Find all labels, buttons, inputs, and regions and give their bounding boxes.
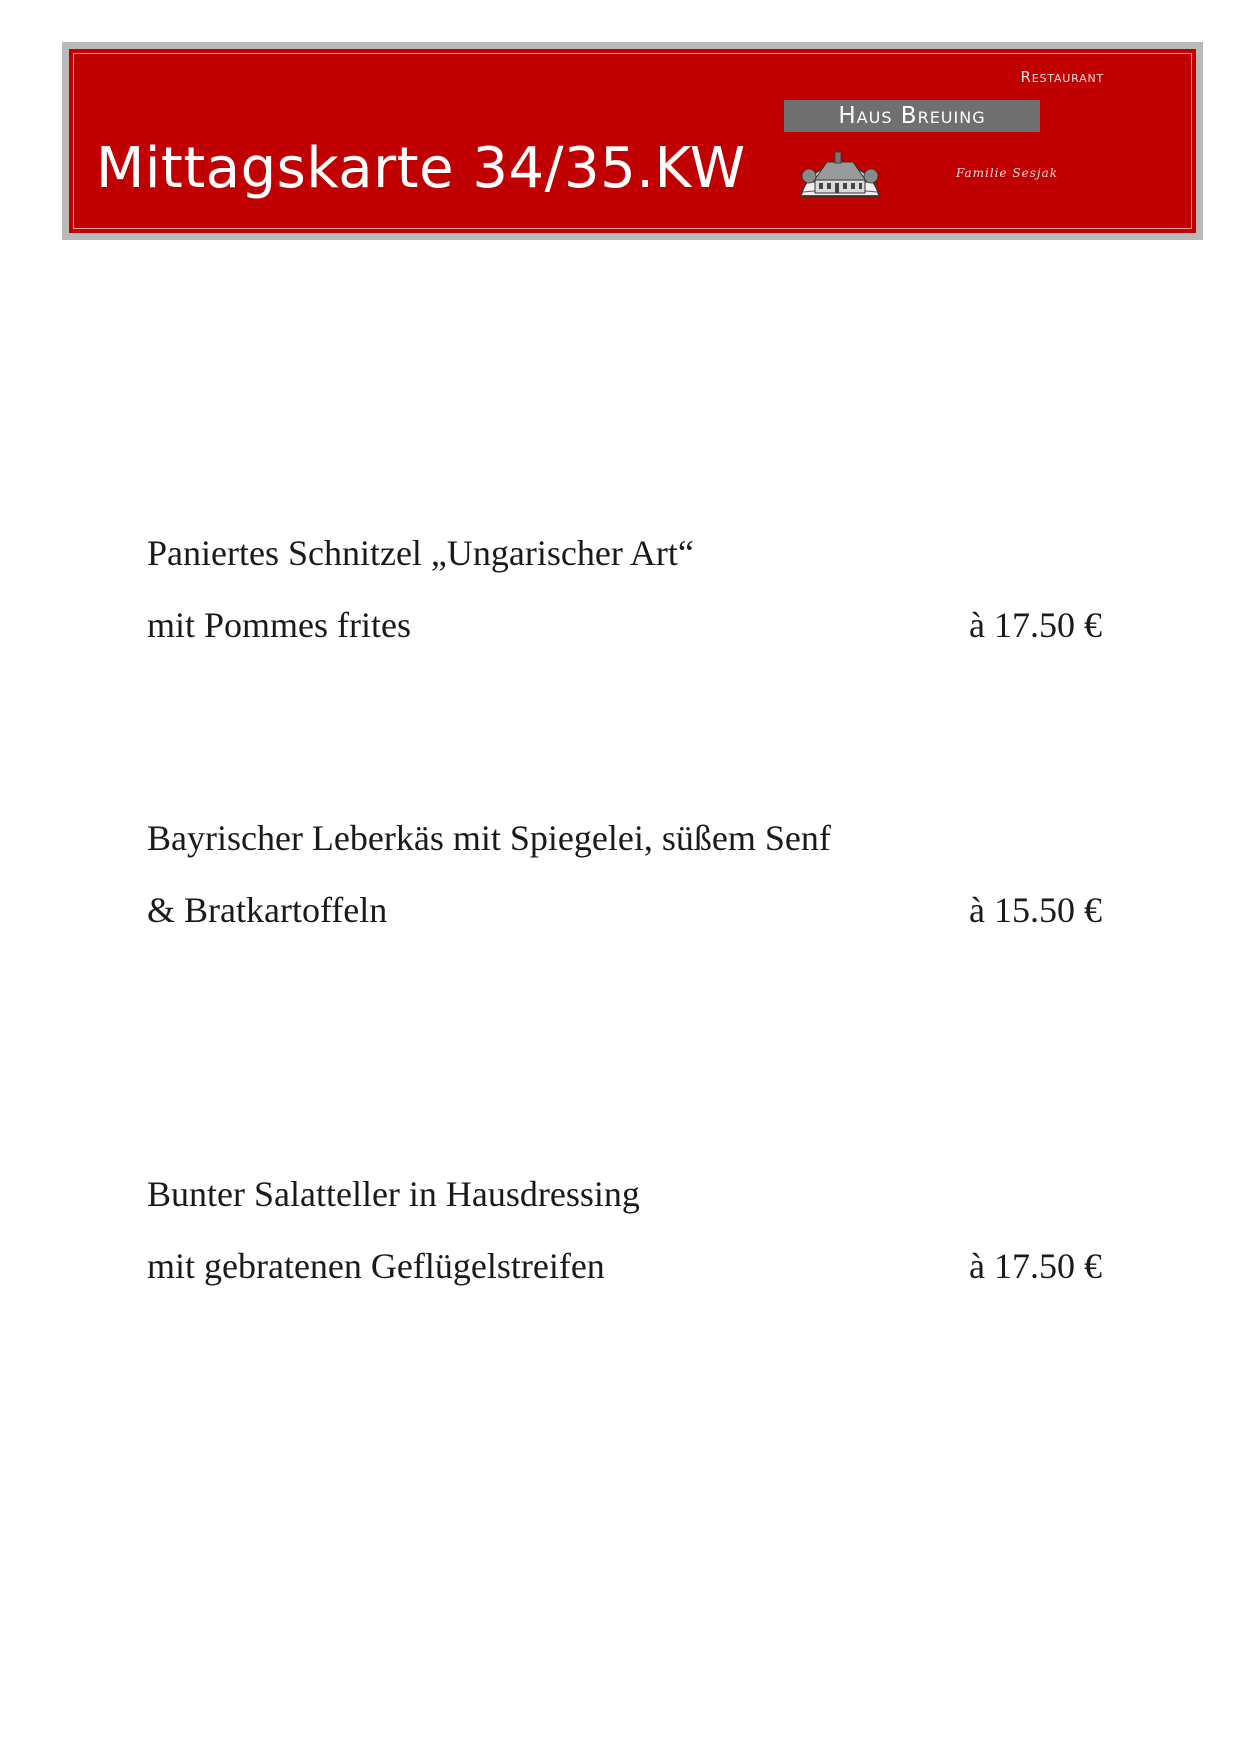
menu-item-title: Paniertes Schnitzel „Ungarischer Art“ xyxy=(147,533,694,573)
menu-item-line xyxy=(147,802,1102,874)
logo-restaurant-name: Haus Breuing xyxy=(838,103,986,129)
logo-family-name: Familie Sesjak xyxy=(955,166,1059,180)
menu-item-price: à 17.50 € xyxy=(969,605,1102,645)
menu-item-line xyxy=(147,1158,1102,1230)
menu-item-line xyxy=(147,589,1102,661)
house-emblem-icon xyxy=(797,142,883,198)
menu-item-line xyxy=(147,874,1102,946)
menu-item xyxy=(147,517,1102,661)
menu-item-description: & Bratkartoffeln xyxy=(147,890,388,930)
menu-item-price: à 17.50 € xyxy=(969,1246,1102,1286)
menu-item-description: mit Pommes frites xyxy=(147,605,411,645)
menu-item-line xyxy=(147,517,1102,589)
header-banner-background xyxy=(69,49,1196,233)
menu-item-line xyxy=(147,1230,1102,1302)
logo-restaurant-label: Restaurant xyxy=(1020,68,1104,86)
menu-item xyxy=(147,1158,1102,1302)
header-banner xyxy=(62,42,1203,240)
menu-item xyxy=(147,802,1102,946)
menu-item-title: Bunter Salatteller in Hausdressing xyxy=(147,1174,640,1214)
menu-item-title: Bayrischer Leberkäs mit Spiegelei, süßem Senf xyxy=(147,818,831,858)
menu-item-price: à 15.50 € xyxy=(969,890,1102,930)
page-title: Mittagskarte 34/35.KW xyxy=(96,136,746,201)
restaurant-logo xyxy=(784,64,1114,214)
menu-item-description: mit gebratenen Geflügelstreifen xyxy=(147,1246,605,1286)
